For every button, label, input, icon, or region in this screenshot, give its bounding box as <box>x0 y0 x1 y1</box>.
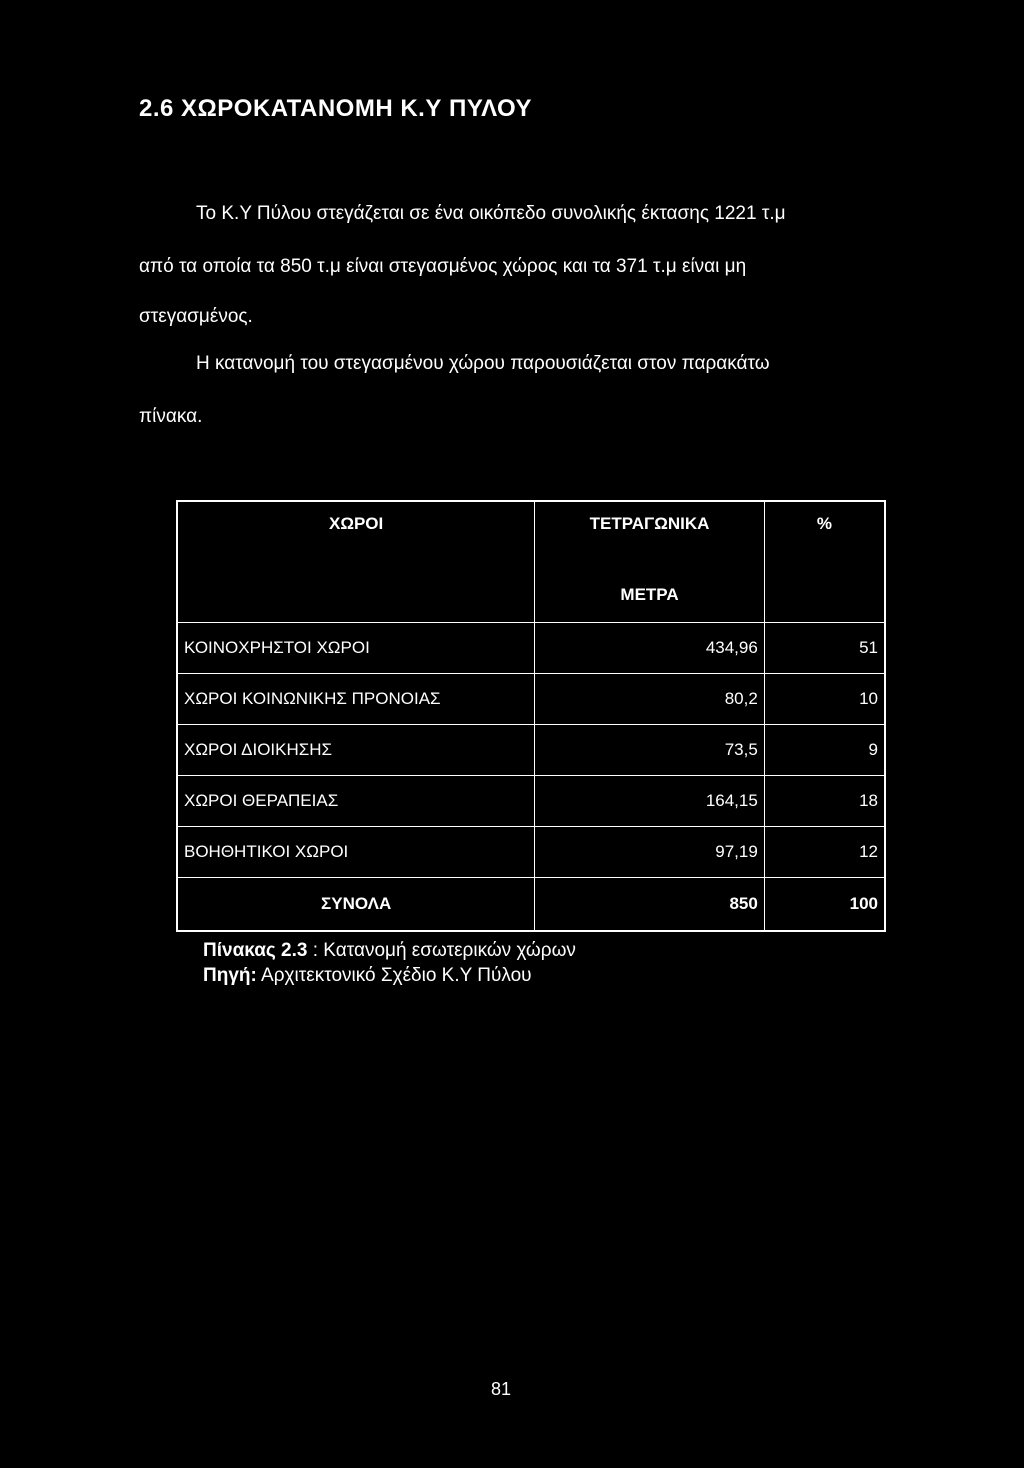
body-line-5: πίνακα. <box>139 406 203 427</box>
row-percent: 9 <box>764 725 885 776</box>
row-percent: 51 <box>764 623 885 674</box>
row-square-meters: 80,2 <box>535 674 765 725</box>
row-space-name: ΚΟΙΝΟΧΡΗΣΤΟΙ ΧΩΡΟΙ <box>177 623 535 674</box>
body-line-4: Η κατανομή του στεγασμένου χώρου παρουσιάζεται στον παρακάτω <box>196 353 770 374</box>
row-percent: 18 <box>764 776 885 827</box>
row-square-meters: 97,19 <box>535 827 765 878</box>
header-square-meters-line1: ΤΕΤΡΑΓΩΝΙΚΑ <box>535 501 765 568</box>
table-caption <box>203 938 576 988</box>
caption-source-text: Αρχιτεκτονικό Σχέδιο Κ.Υ Πύλου <box>256 965 532 986</box>
row-space-name: ΒΟΗΘΗΤΙΚΟΙ ΧΩΡΟΙ <box>177 827 535 878</box>
table-total-row <box>177 878 885 932</box>
row-square-meters: 164,15 <box>535 776 765 827</box>
table-row <box>177 725 885 776</box>
caption-source-label: Πηγή: <box>203 965 257 986</box>
body-line-2: από τα οποία τα 850 τ.μ είναι στεγασμένος χώρος και τα 371 τ.μ είναι μη <box>139 256 747 277</box>
total-label: ΣΥΝΟΛΑ <box>177 878 535 932</box>
table-row <box>177 623 885 674</box>
body-line-3: στεγασμένος. <box>139 306 253 327</box>
row-percent: 10 <box>764 674 885 725</box>
space-allocation-table <box>176 500 886 932</box>
row-square-meters: 73,5 <box>535 725 765 776</box>
row-space-name: ΧΩΡΟΙ ΚΟΙΝΩΝΙΚΗΣ ΠΡΟΝΟΙΑΣ <box>177 674 535 725</box>
table-header-row <box>177 501 885 568</box>
caption-table-label: Πίνακας 2.3 <box>203 940 308 961</box>
total-square-meters: 850 <box>535 878 765 932</box>
header-percent: % <box>764 501 885 623</box>
page-number: 81 <box>491 1379 512 1399</box>
total-percent: 100 <box>764 878 885 932</box>
table-row <box>177 827 885 878</box>
table-row <box>177 674 885 725</box>
row-square-meters: 434,96 <box>535 623 765 674</box>
section-heading: 2.6 ΧΩΡΟΚΑΤΑΝΟΜΗ Κ.Υ ΠΥΛΟΥ <box>139 95 533 122</box>
row-space-name: ΧΩΡΟΙ ΘΕΡΑΠΕΙΑΣ <box>177 776 535 827</box>
table-row <box>177 776 885 827</box>
space-allocation-table-wrapper <box>176 500 886 932</box>
row-space-name: ΧΩΡΟΙ ΔΙΟΙΚΗΣΗΣ <box>177 725 535 776</box>
header-spaces: ΧΩΡΟΙ <box>177 501 535 623</box>
row-percent: 12 <box>764 827 885 878</box>
caption-table-text: : Κατανομή εσωτερικών χώρων <box>307 940 576 961</box>
header-square-meters-line2: ΜΕΤΡΑ <box>535 568 765 623</box>
body-line-1: Το Κ.Υ Πύλου στεγάζεται σε ένα οικόπεδο συνολικής έκτασης 1221 τ.μ <box>196 203 786 224</box>
